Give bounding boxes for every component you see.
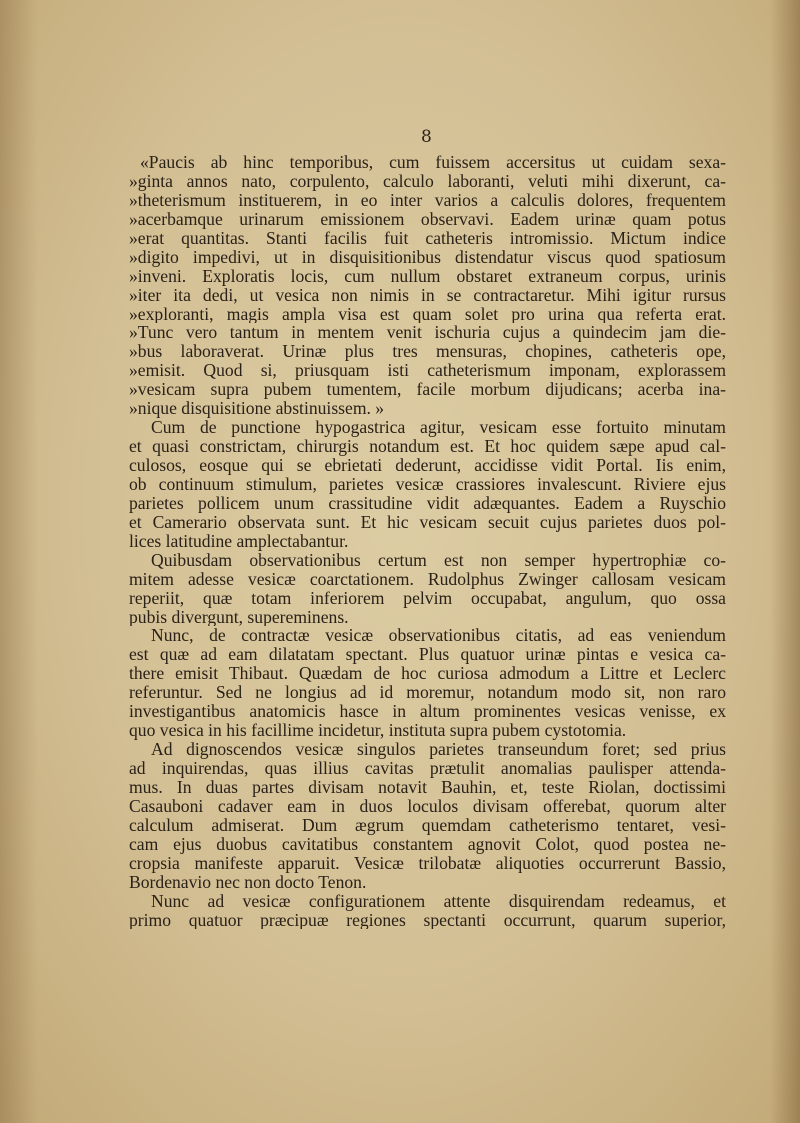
text-line: »nique disquisitione abstinuissem. »	[129, 399, 385, 419]
text-line: ob continuum stimulum, parietes vesicæ crassiores invalescunt. Riviere ejus	[129, 474, 726, 494]
text-line: »theterismum instituerem, in eo inter varios a calculis dolores, frequentem	[129, 190, 726, 210]
text-line: »bus laboraverat. Urinæ plus tres mensuras, chopines, catheteris ope,	[129, 342, 726, 362]
text-line: »acerbamque urinarum emissionem observavi. Eadem urinæ quam potus	[129, 209, 726, 229]
text-line: referuntur. Sed ne longius ad id moremur, notandum modo sit, non raro	[129, 683, 726, 703]
text-line: Quibusdam observationibus certum est non semper hypertrophiæ co-	[151, 550, 726, 570]
text-line: pubis divergunt, supereminens.	[129, 607, 349, 627]
text-line: »digito impedivi, ut in disquisitionibus distendatur viscus quod spatiosum	[129, 247, 726, 267]
text-line: reperiit, quæ totam inferiorem pelvim occupabat, angulum, quo ossa	[129, 588, 726, 608]
text-line: Cum de punctione hypogastrica agitur, vesicam esse fortuito minutam	[151, 418, 726, 438]
text-line: Nunc ad vesicæ configurationem attente disquirendam redeamus, et	[151, 891, 726, 911]
text-line: ad inquirendas, quas illius cavitas prætulit anomalias paulisper attenda-	[129, 759, 726, 778]
text-line: «Paucis ab hinc temporibus, cum fuissem accersitus ut cuidam sexa-	[140, 153, 726, 172]
text-line: parietes pollicem unum crassitudine vidit adæquantes. Eadem a Ruyschio	[129, 493, 726, 513]
text-line: cropsia manifeste apparuit. Vesicæ trilobatæ aliquoties occurrerunt Bassio,	[129, 853, 726, 873]
body-text	[129, 153, 726, 929]
text-line: cam ejus duobus cavitatibus constantem agnovit Colot, quod postea ne-	[129, 834, 726, 854]
text-line: »ginta annos nato, corpulento, calculo laboranti, veluti mihi dixerunt, ca-	[129, 171, 726, 191]
text-line: »inveni. Exploratis locis, cum nullum obstaret extraneum corpus, urinis	[129, 266, 726, 286]
text-line: Nunc, de contractæ vesicæ observationibus citatis, ad eas veniendum	[151, 626, 726, 646]
text-line: investigantibus anatomicis hasce in altum prominentes vesicas venisse, ex	[129, 702, 726, 722]
text-line: Casauboni cadaver eam in duos loculos divisam offerebat, quorum alter	[129, 796, 726, 816]
text-line: calculum admiserat. Dum ægrum quemdam catheterismo tentaret, vesi-	[129, 815, 726, 835]
text-line: »erat quantitas. Stanti facilis fuit catheteris intromissio. Mictum indice	[129, 228, 726, 248]
text-line: »Tunc vero tantum in mentem venit ischuria cujus a quindecim jam die-	[129, 323, 726, 343]
page-number: 8	[421, 127, 432, 147]
text-line: et quasi constrictam, chirurgis notandum est. Et hoc quidem sæpe apud cal-	[129, 437, 726, 456]
text-line: Ad dignoscendos vesicæ singulos parietes transeundum foret; sed prius	[151, 740, 726, 759]
text-line: mus. In duas partes divisam notavit Bauhin, et, teste Riolan, doctissimi	[129, 777, 726, 797]
text-line: culosos, eosque qui se ebrietati dederunt, accidisse vidit Portal. Iis enim,	[129, 456, 726, 475]
text-line: »iter ita dedi, ut vesica non nimis in se contractaretur. Mihi igitur rursus	[129, 285, 726, 305]
text-line: »exploranti, magis ampla visa est quam solet pro urina qua referta erat.	[129, 304, 726, 324]
text-line: primo quatuor præcipuæ regiones spectanti occurrunt, quarum superior,	[129, 910, 726, 930]
text-line: lices latitudine amplectabantur.	[129, 531, 349, 551]
text-line: et Camerario observata sunt. Et hic vesicam secuit cujus parietes duos pol-	[129, 512, 726, 532]
text-line: Bordenavio nec non docto Tenon.	[129, 872, 367, 892]
text-line: »emisit. Quod si, priusquam isti catheterismum imponam, explorassem	[129, 361, 726, 381]
text-line: mitem adesse vesicæ coarctationem. Rudolphus Zwinger callosam vesicam	[129, 569, 726, 589]
text-line: est quæ ad eam dilatatam spectant. Plus quatuor urinæ pintas e vesica ca-	[129, 645, 726, 665]
text-line: »vesicam supra pubem tumentem, facile morbum dijudicans; acerba ina-	[129, 380, 726, 400]
text-line: quo vesica in his facillime incidetur, instituta supra pubem cystotomia.	[129, 721, 627, 741]
text-line: there emisit Thibaut. Quædam de hoc curiosa admodum a Littre et Leclerc	[129, 664, 726, 684]
